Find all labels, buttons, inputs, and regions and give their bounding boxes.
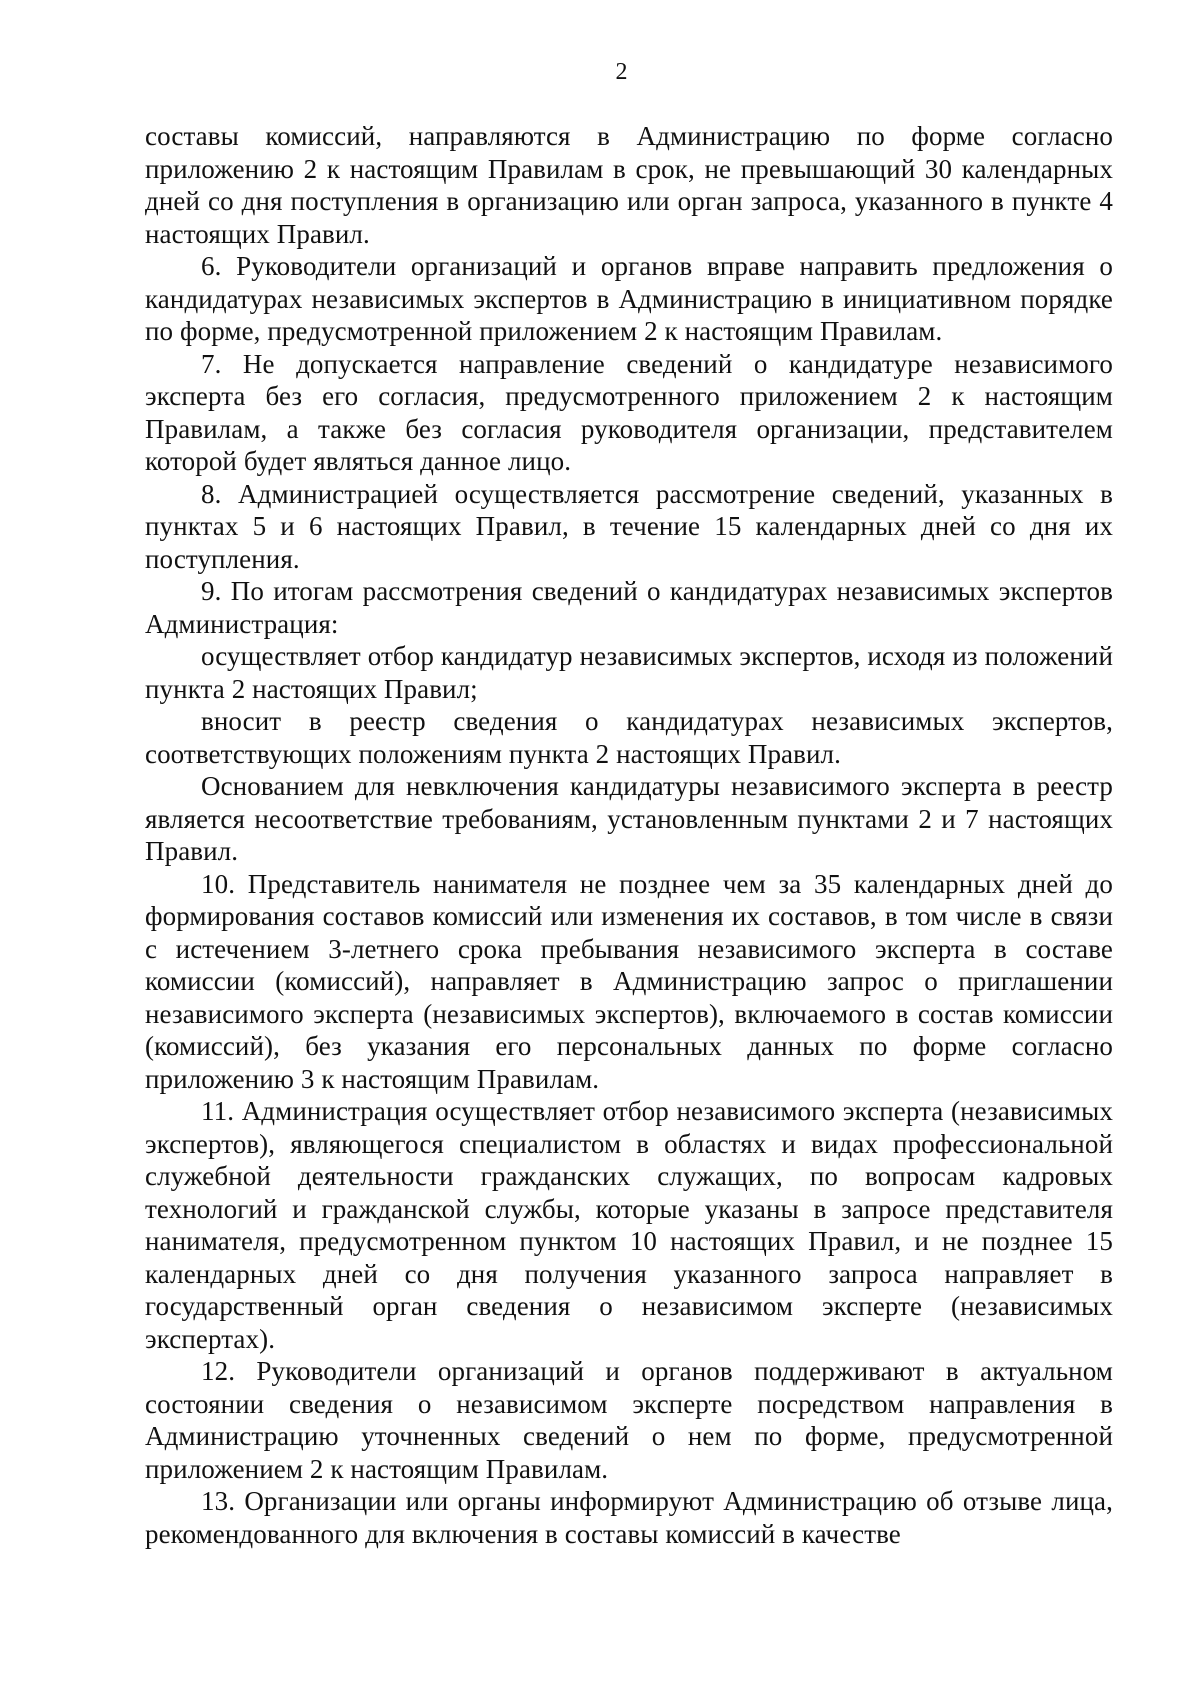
paragraph-item-9-sub-2: вносит в реестр сведения о кандидатурах независимых экспертов, соответствующих положениям пункта 2 настоящих Правил. [145, 706, 1113, 769]
paragraph-item-9-sub-1: осуществляет отбор кандидатур независимых экспертов, исходя из положений пункта 2 настоящих Правил; [145, 641, 1113, 704]
paragraph-item-8: 8. Администрацией осуществляется рассмотрение сведений, указанных в пунктах 5 и 6 настоящих Правил, в течение 15 календарных дней со дня их поступления. [145, 478, 1113, 574]
document-body [145, 120, 1113, 1550]
paragraph-item-7: 7. Не допускается направление сведений о кандидатуре независимого эксперта без его согласия, предусмотренного приложением 2 к настоящим Правилам, а также без согласия руководителя организации, представителем которой будет являться данное лицо. [145, 348, 1113, 476]
paragraph-item-10: 10. Представитель нанимателя не позднее чем за 35 календарных дней до формирования составов комиссий или изменения их составов, в том числе в связи с истечением 3-летнего срока пребывания независимого эксперта в составе комиссии (комиссий), направляет в Администрацию запрос о приглашении независимого эксперта (независимых экспертов), включаемого в состав комиссии (комиссий), без указания его персональных данных по форме согласно приложению 3 к настоящим Правилам. [145, 868, 1113, 1094]
paragraph-item-13: 13. Организации или органы информируют Администрацию об отзыве лица, рекомендованного для включения в составы комиссий в качестве [145, 1486, 1113, 1549]
paragraph-continuation: составы комиссий, направляются в Администрацию по форме согласно приложению 2 к настоящим Правилам в срок, не превышающий 30 календарных дней со дня поступления в организацию или орган запроса, указанного в пункте 4 настоящих Правил. [145, 121, 1113, 249]
paragraph-item-9-basis: Основанием для невключения кандидатуры независимого эксперта в реестр является несоответствие требованиям, установленным пунктами 2 и 7 настоящих Правил. [145, 771, 1113, 866]
page-number: 2 [615, 59, 628, 85]
paragraph-item-11: 11. Администрация осуществляет отбор независимого эксперта (независимых экспертов), являющегося специалистом в областях и видах профессиональной служебной деятельности гражданских служащих, по вопросам кадровых технологий и гражданской службы, которые указаны в запросе представителя нанимателя, предусмотренном пунктом 10 настоящих Правил, и не позднее 15 календарных дней со дня получения указанного запроса направляет в государственный орган сведения о независимом эксперте (независимых экспертах). [145, 1096, 1113, 1354]
paragraph-item-12: 12. Руководители организаций и органов поддерживают в актуальном состоянии сведения о независимом эксперте посредством направления в Администрацию уточненных сведений о нем по форме, предусмотренной приложением 2 к настоящим Правилам. [145, 1356, 1113, 1484]
paragraph-item-6: 6. Руководители организаций и органов вправе направить предложения о кандидатурах независимых экспертов в Администрацию в инициативном порядке по форме, предусмотренной приложением 2 к настоящим Правилам. [145, 251, 1113, 346]
paragraph-item-9: 9. По итогам рассмотрения сведений о кандидатурах независимых экспертов Администрация: [145, 576, 1113, 639]
